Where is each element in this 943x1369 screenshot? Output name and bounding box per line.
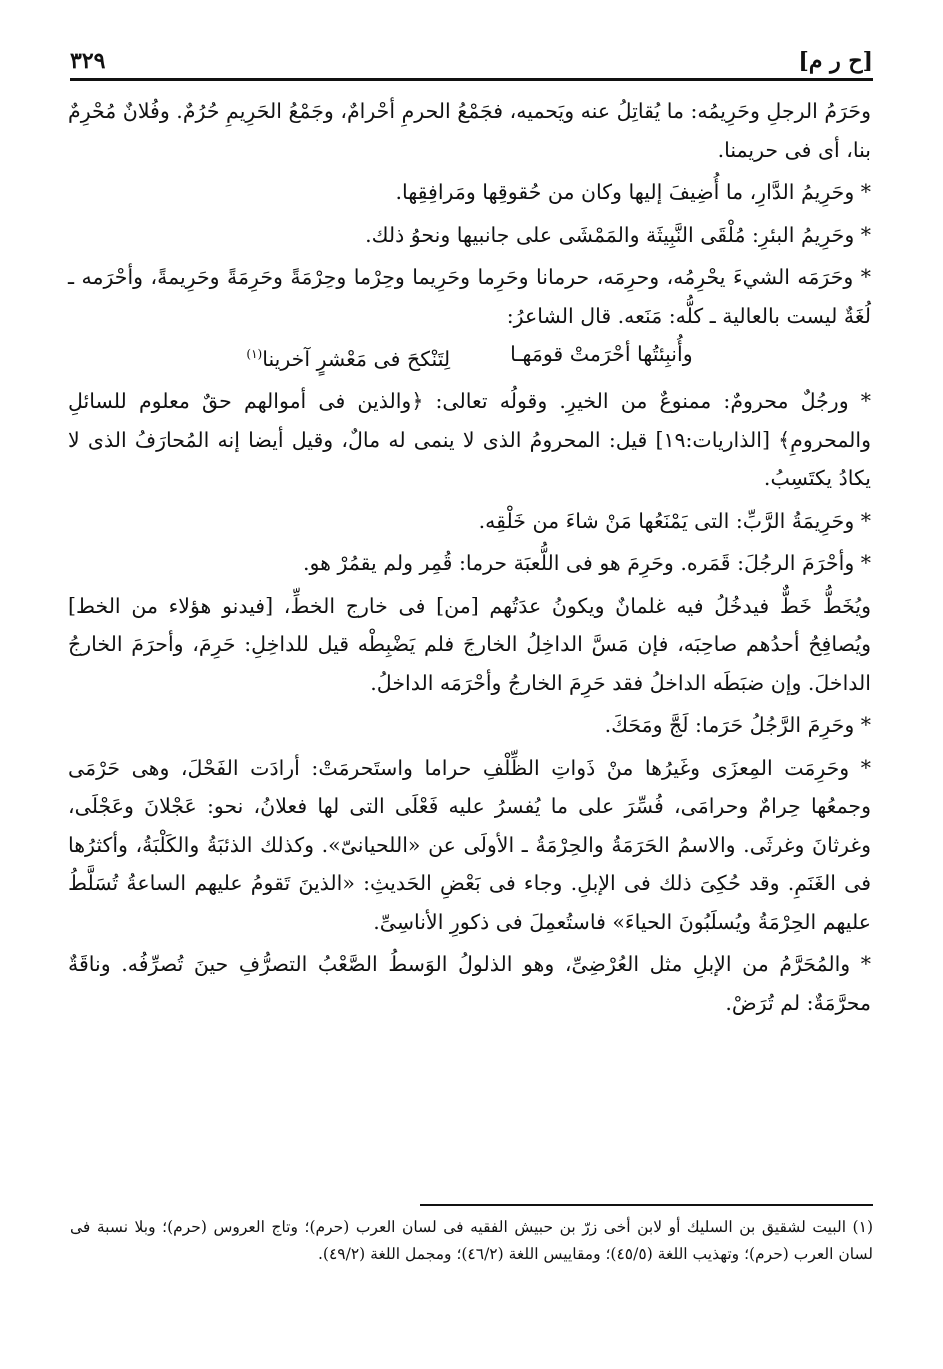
paragraph-harimat-rabb: * وحَرِيمَةُ الرَّبِّ: التى يَمْنَعُها مَنْ شاءَ من خَلْقِه. — [478, 508, 871, 533]
footnote-rule — [420, 1204, 873, 1206]
page-number: ٣٢٩ — [70, 48, 106, 74]
paragraph-ahrama-rajul: * وأحْرَمَ الرجُلَ: قَمَره. وحَرِمَ هو فى اللُّعبَة حرما: قُمِر ولم يقمُرْ هو. — [303, 551, 871, 576]
page-header — [70, 40, 873, 74]
paragraph-harima-lajja: * وحَرِمَ الرَّجُلُ حَرَما: لَجَّ ومَحَكَ. — [604, 713, 871, 738]
poem-verse — [68, 335, 871, 378]
header-rule — [70, 78, 873, 81]
paragraph-haramahu: * وحَرَمَه الشيءَ يحْرِمُه، وحرِمَه، حرمانا وحَرِما وحَرِيما وحِرْما وحِرْمَةً وحَرِمَةً وحَرِيمةً، وأحْرَمه ـ لُغَةٌ ليست بالعالية ـ كلُّه: مَنَعه. قال الشاعرُ: — [68, 265, 871, 328]
paragraph-muharram-ibil: * والمُحَرَّمُ من الإبلِ مثل العُرْضِىِّ، وهو الذلولُ الوَسطُ الصَّعْبُ التصرُّفِ حينَ تُصرِّفُه. وناقَةٌ محرَّمَةٌ: لم تُرَضْ. — [68, 952, 871, 1015]
entry-body — [68, 92, 871, 1026]
paragraph-harim-dar: * وحَرِيمُ الدَّارِ، ما أُضِيفَ إليها وكان من حُقوقِها ومَرافِقِها. — [395, 180, 871, 204]
paragraph-harim-bi-r: * وحَرِيمُ البئرِ: مُلْقَى النَّبِيثَة والمَمْشَى على جانبيها ونحوُ ذلك. — [365, 222, 871, 247]
root-heading: [ح ر م] — [798, 48, 873, 74]
footnote-marker: (١) — [246, 347, 263, 361]
paragraph-mahrum: * ورجُلٌ محرومٌ: ممنوعٌ من الخيرِ. وقولُه تعالى: ﴿والذين فى أموالهم حقٌ معلوم للسائلِ والمحرومِ﴾ [الذاريات:١٩] قيل: المحرومُ الذى لا ينمى له مالٌ، وقيل أيضا إنه المُحارَفُ الذى لا يكادُ يكتَسِبُ. — [68, 389, 872, 491]
poem-hemistich-first: وأُنبِئتُها أحْرَمتْ قومَهـا — [510, 342, 693, 366]
paragraph-game-khatt: ويُخَطُّ خَطٌّ فيدخُلُ فيه غلمانٌ ويكونُ عدَتُهم [من] فى خارج الخطِّ، [فيدنو هؤلاء من الخط] ويُصافِحُ أحدُهم صاحِبَه، فإن مَسَّ الداخِلُ الخارجَ فلم يَضْبِطْه قيل للداخِلِ: حَرِمَ، وأحرَمَ الخارجُ الداخلَ. وإن ضبَطَه الداخلُ فقد حَرِمَ الخارجُ وأحْرَمَه الداخلُ. — [68, 593, 871, 695]
paragraph-harim-rajul: وحَرَمُ الرجلِ وحَرِيمُه: ما يُقاتِلُ عنه ويَحميه، فجَمْعُ الحرمِ أحْرامٌ، وجَمْعُ الحَرِيمِ حُرُمٌ. وفُلانٌ مُحْرِمٌ بنا، أى فى حريمنا. — [68, 99, 871, 162]
paragraph-harimat-mi-za: * وحَرِمَت المِعزَى وغَيرُها منْ ذَواتِ الظِّلْفِ حراما واستَحرمَتْ: أرادَت الفَحْلَ، وهى حَرْمَى وجمعُها حِرامٌ وحرامَى، فُسِّرَ على ما يُفسرُ عليه فَعْلَى التى لها فعلانُ، نحو: عَجْلانَ وعَجْلَى، وغرثانَ وغرثَى. والاسمُ الحَرَمَةُ والحِرْمَةُ ـ الأولَى عن «اللحيانىّ». وكذلك الذئبَةُ والكَلْبَةُ، وأكثرُها فى الغَنَمِ. وقد حُكِىَ ذلك فى الإبلِ. وجاء فى بَعْضِ الحَديثِ: «الذينَ تَقومُ عليهم الساعةُ تُسَلَّطُ عليهم الحِرْمَةُ ويُسلَبُونَ الحياءَ» فاستُعمِلَ فى ذكورِ الأناسِىِّ. — [68, 755, 871, 934]
poem-hemistich-second: لِتَنْكحَ فى مَعْشرٍ آخرينا$^{(١)}$ — [246, 346, 451, 371]
footnote-text: (١) البيت لشقيق بن السليك أو لابن أخى زرّ بن حبيش الفقيه فى لسان العرب (حرم)؛ وتاج العروس (حرم)؛ وبلا نسبة فى لسان العرب (حرم)؛ وتهذيب اللغة (٤٥/٥)؛ ومقاييس اللغة (٤٦/٢)؛ ومجمل اللغة (٤٩/٢). — [70, 1218, 873, 1263]
